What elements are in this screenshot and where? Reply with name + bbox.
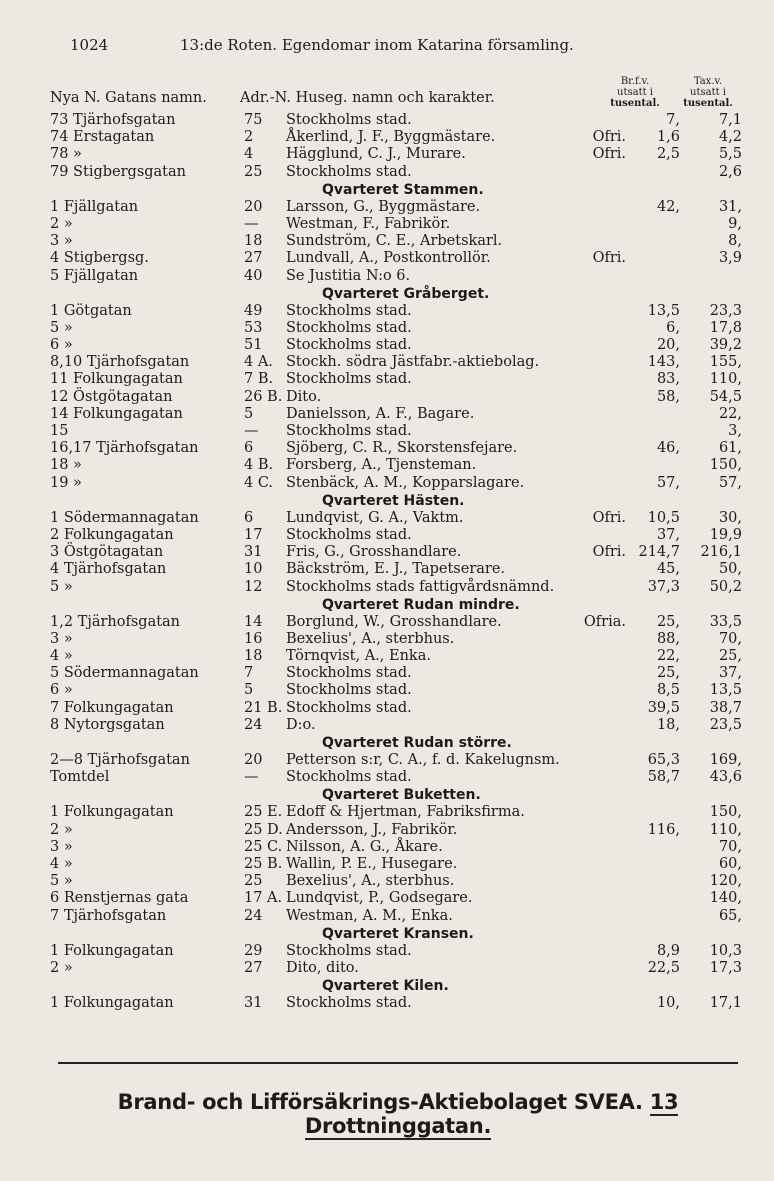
- block-heading-text: Qvarteret Kransen.: [322, 925, 474, 942]
- tax-value-cell: 38,7: [709, 699, 742, 716]
- address-cell: 2: [244, 129, 254, 146]
- owner-cell: Stenbäck, A. M., Kopparslagare.: [286, 474, 525, 491]
- brf-value-cell: 22,: [656, 648, 680, 665]
- owner-cell: Andersson, J., Fabrikör.: [286, 821, 458, 838]
- brf-value-cell: 88,: [656, 630, 680, 647]
- street-cell: 78 »: [50, 146, 82, 163]
- owner-cell: Forsberg, A., Tjensteman.: [286, 457, 477, 474]
- tax-value-cell: 17,3: [709, 959, 742, 976]
- address-cell: 20: [244, 752, 263, 768]
- street-cell: 1 Fjällgatan: [50, 198, 139, 215]
- owner-cell: D:o.: [286, 716, 316, 733]
- table-row: [0, 354, 774, 371]
- tax-value-cell: 50,2: [709, 578, 742, 595]
- table-row: [0, 371, 774, 388]
- street-cell: 14 Folkungagatan: [50, 405, 183, 422]
- brf-value-cell: 116,: [647, 821, 680, 838]
- table-row: [0, 995, 774, 1012]
- brf-value-cell: 6,: [666, 319, 680, 336]
- owner-cell: Bexelius', A., sterbhus.: [286, 873, 455, 890]
- owner-column-header: Adr.-N. Huseg. namn och karakter.: [240, 90, 495, 106]
- address-cell: 25 D.: [244, 821, 283, 838]
- owner-cell: Stockholms stad.: [286, 682, 412, 699]
- brf-value-cell: 214,7: [638, 544, 680, 561]
- table-row: [0, 665, 774, 682]
- owner-cell: Petterson s:r, C. A., f. d. Kakelugnsm.: [286, 752, 560, 768]
- street-cell: 2 Folkungagatan: [50, 526, 174, 543]
- table-row: [0, 561, 774, 578]
- brf-value-cell: 10,: [656, 995, 680, 1012]
- owner-cell: Stockholms stad.: [286, 665, 412, 682]
- address-cell: 5: [244, 682, 254, 699]
- tax-value-cell: 37,: [718, 665, 742, 682]
- address-cell: 25 B.: [244, 855, 283, 872]
- address-cell: 12: [244, 578, 263, 595]
- brf-header-line: utsatt i: [617, 87, 653, 98]
- brf-value-cell: 42,: [656, 198, 680, 215]
- tax-value-cell: 9,: [728, 215, 742, 232]
- owner-cell: Sundström, C. E., Arbetskarl.: [286, 233, 503, 250]
- table-row: [0, 631, 774, 648]
- table-row: [0, 908, 774, 925]
- table-row: [0, 457, 774, 474]
- owner-cell: Törnqvist, A., Enka.: [286, 648, 431, 665]
- brf-value-cell: 25,: [656, 613, 680, 630]
- tax-value-cell: 60,: [718, 855, 742, 872]
- tax-value-cell: 31,: [718, 198, 742, 215]
- owner-cell: Dito.: [286, 388, 322, 405]
- block-heading: [0, 181, 774, 199]
- ofri-cell: Ofri.: [592, 129, 626, 146]
- tax-value-cell: 33,5: [709, 613, 742, 630]
- address-cell: 10: [244, 561, 263, 578]
- tax-value-cell: 19,9: [709, 526, 742, 543]
- tax-value-cell: 140,: [709, 890, 742, 907]
- brf-value-cell: 22,5: [647, 959, 680, 976]
- table-row: [0, 146, 774, 163]
- block-heading-text: Qvarteret Buketten.: [322, 787, 481, 804]
- table-row: [0, 303, 774, 320]
- street-cell: 4 Stigbergsg.: [50, 250, 149, 267]
- brf-value-cell: 58,7: [647, 769, 680, 786]
- street-cell: 5 »: [50, 319, 73, 336]
- address-cell: 21 B.: [244, 699, 283, 716]
- brf-value-cell: 8,9: [656, 942, 680, 959]
- address-cell: 6: [244, 509, 254, 526]
- tax-value-cell: 2,6: [718, 163, 742, 180]
- street-cell: 8,10 Tjärhofsgatan: [50, 354, 190, 371]
- table-row: [0, 164, 774, 181]
- street-cell: 11 Folkungagatan: [50, 371, 183, 388]
- address-cell: 18: [244, 648, 263, 665]
- street-cell: Tomtdel: [50, 769, 110, 786]
- block-heading-text: Qvarteret Rudan mindre.: [322, 596, 520, 613]
- brf-value-cell: 8,5: [656, 682, 680, 699]
- address-cell: 53: [244, 319, 263, 336]
- tax-value-cell: 70,: [718, 630, 742, 647]
- tax-value-cell: 61,: [718, 440, 742, 457]
- tax-value-cell: 155,: [709, 354, 742, 371]
- table-row: [0, 769, 774, 786]
- ofri-cell: Ofri.: [592, 544, 626, 561]
- street-cell: 7 Folkungagatan: [50, 699, 174, 716]
- address-cell: 16: [244, 630, 263, 647]
- tax-value-cell: 5,5: [718, 146, 742, 163]
- street-cell: 2 »: [50, 215, 73, 232]
- street-cell: 12 Östgötagatan: [50, 388, 173, 405]
- street-cell: 1 Götgatan: [50, 302, 132, 319]
- tax-value-cell: 50,: [718, 561, 742, 578]
- table-row: [0, 129, 774, 146]
- street-cell: 5 Fjällgatan: [50, 267, 139, 284]
- brf-value-cell: 83,: [656, 371, 680, 388]
- owner-cell: Stockholms stad.: [286, 163, 412, 180]
- brf-value-cell: 10,5: [647, 509, 680, 526]
- tax-value-cell: 10,3: [709, 942, 742, 959]
- table-row: [0, 475, 774, 492]
- address-cell: 24: [244, 716, 263, 733]
- brf-value-cell: 1,6: [656, 129, 680, 146]
- street-cell: 73 Tjärhofsgatan: [50, 112, 176, 128]
- address-cell: 29: [244, 942, 263, 959]
- tax-value-cell: 22,: [718, 405, 742, 422]
- table-row: [0, 890, 774, 907]
- block-heading: [0, 734, 774, 752]
- address-cell: 25: [244, 163, 263, 180]
- owner-cell: Stockholms stad.: [286, 319, 412, 336]
- address-cell: 4 B.: [244, 457, 274, 474]
- table-row: [0, 544, 774, 561]
- table-row: [0, 440, 774, 457]
- tax-value-cell: 57,: [718, 474, 742, 491]
- tax-value-cell: 70,: [718, 838, 742, 855]
- tax-value-cell: 169,: [709, 752, 742, 768]
- tax-value-cell: 150,: [709, 804, 742, 821]
- property-register: [0, 112, 774, 1012]
- street-cell: 3 »: [50, 630, 73, 647]
- address-cell: 27: [244, 250, 263, 267]
- owner-cell: Stockholms stad.: [286, 112, 412, 128]
- owner-cell: Bexelius', A., sterbhus.: [286, 630, 455, 647]
- street-cell: 4 »: [50, 855, 73, 872]
- tax-value-cell: 30,: [718, 509, 742, 526]
- ofri-cell: Ofri.: [592, 509, 626, 526]
- street-cell: 6 »: [50, 337, 73, 354]
- table-row: [0, 856, 774, 873]
- page-title: 13:de Roten. Egendomar inom Katarina församling.: [180, 36, 574, 54]
- street-cell: 1,2 Tjärhofsgatan: [50, 613, 181, 630]
- table-row: [0, 700, 774, 717]
- tax-value-cell: 25,: [718, 648, 742, 665]
- owner-cell: Åkerlind, J. F., Byggmästare.: [286, 129, 496, 146]
- ofri-cell: Ofri.: [592, 250, 626, 267]
- block-heading: [0, 596, 774, 614]
- address-cell: 17: [244, 526, 263, 543]
- address-cell: 49: [244, 302, 263, 319]
- tax-value-cell: 110,: [709, 821, 742, 838]
- block-heading-text: Qvarteret Rudan större.: [322, 735, 512, 751]
- address-cell: 31: [244, 995, 263, 1012]
- owner-cell: Westman, F., Fabrikör.: [286, 215, 451, 232]
- owner-cell: Hägglund, C. J., Murare.: [286, 146, 466, 163]
- street-cell: 4 »: [50, 648, 73, 665]
- footer-divider: [58, 1062, 738, 1064]
- street-column-header: Nya N. Gatans namn.: [50, 90, 207, 106]
- street-cell: 7 Tjärhofsgatan: [50, 907, 167, 924]
- owner-cell: Fris, G., Grosshandlare.: [286, 544, 462, 561]
- brf-column-header: [605, 76, 665, 109]
- brf-value-cell: 57,: [656, 474, 680, 491]
- tax-value-cell: 23,3: [709, 302, 742, 319]
- tax-column-header: [672, 76, 744, 109]
- street-cell: 2—8 Tjärhofsgatan: [50, 752, 190, 768]
- brf-value-cell: 58,: [656, 388, 680, 405]
- advert-company: Brand- och Lifförsäkrings-Aktiebolaget SVEA.: [117, 1090, 643, 1114]
- brf-header-line: tusental.: [610, 98, 660, 109]
- tax-value-cell: 54,5: [709, 388, 742, 405]
- table-row: [0, 579, 774, 596]
- street-cell: 16,17 Tjärhofsgatan: [50, 440, 199, 457]
- street-cell: 1 Södermannagatan: [50, 509, 199, 526]
- block-heading: [0, 492, 774, 510]
- block-heading-text: Qvarteret Gråberget.: [322, 285, 490, 302]
- table-row: [0, 320, 774, 337]
- address-cell: 40: [244, 267, 263, 284]
- address-cell: 20: [244, 198, 263, 215]
- street-cell: 19 »: [50, 474, 82, 491]
- table-row: [0, 250, 774, 267]
- owner-cell: Edoff & Hjertman, Fabriksfirma.: [286, 804, 525, 821]
- address-cell: 6: [244, 440, 254, 457]
- street-cell: 5 Södermannagatan: [50, 665, 199, 682]
- owner-cell: Lundqvist, G. A., Vaktm.: [286, 509, 464, 526]
- table-row: [0, 614, 774, 631]
- brf-value-cell: 18,: [656, 716, 680, 733]
- advert-footer: [58, 1090, 738, 1138]
- table-row: [0, 752, 774, 769]
- ofri-cell: Ofri.: [592, 146, 626, 163]
- tax-header-line: Tax.v.: [693, 76, 723, 87]
- owner-cell: Stockholms stad.: [286, 942, 412, 959]
- owner-cell: Bäckström, E. J., Tapetserare.: [286, 561, 506, 578]
- address-cell: 4: [244, 146, 254, 163]
- brf-value-cell: 13,5: [647, 302, 680, 319]
- address-cell: 75: [244, 112, 263, 128]
- table-row: [0, 648, 774, 665]
- table-row: [0, 268, 774, 285]
- tax-value-cell: 7,1: [718, 112, 742, 128]
- tax-value-cell: 39,2: [709, 337, 742, 354]
- tax-value-cell: 13,5: [709, 682, 742, 699]
- street-cell: 4 Tjärhofsgatan: [50, 561, 167, 578]
- table-row: [0, 682, 774, 699]
- tax-header-line: utsatt i: [690, 87, 726, 98]
- address-cell: 17 A.: [244, 890, 283, 907]
- tax-value-cell: 120,: [709, 873, 742, 890]
- owner-cell: Sjöberg, C. R., Skorstensfejare.: [286, 440, 518, 457]
- table-row: [0, 960, 774, 977]
- street-cell: 1 Folkungagatan: [50, 804, 174, 821]
- block-heading-text: Qvarteret Stammen.: [322, 181, 484, 198]
- tax-value-cell: 17,8: [709, 319, 742, 336]
- street-cell: 1 Folkungagatan: [50, 995, 174, 1012]
- table-row: [0, 839, 774, 856]
- street-cell: 79 Stigbergsgatan: [50, 163, 186, 180]
- street-cell: 6 Renstjernas gata: [50, 890, 189, 907]
- tax-value-cell: 3,: [728, 423, 742, 439]
- address-cell: 4 A.: [244, 354, 273, 371]
- street-cell: 2 »: [50, 821, 73, 838]
- street-cell: 5 »: [50, 578, 73, 595]
- tax-value-cell: 150,: [709, 457, 742, 474]
- column-headers: [0, 76, 774, 112]
- owner-cell: Nilsson, A. G., Åkare.: [286, 838, 443, 855]
- address-cell: 26 B.: [244, 388, 283, 405]
- block-heading: [0, 786, 774, 804]
- tax-value-cell: 3,9: [718, 250, 742, 267]
- table-row: [0, 406, 774, 423]
- owner-cell: Stockholms stad.: [286, 769, 412, 786]
- street-cell: 5 »: [50, 873, 73, 890]
- address-cell: 7: [244, 665, 254, 682]
- tax-value-cell: 43,6: [709, 769, 742, 786]
- tax-value-cell: 17,1: [709, 995, 742, 1012]
- brf-value-cell: 45,: [656, 561, 680, 578]
- owner-cell: Lundvall, A., Postkontrollör.: [286, 250, 491, 267]
- owner-cell: Stockholms stad.: [286, 337, 412, 354]
- brf-header-line: Br.f.v.: [620, 76, 650, 87]
- address-cell: 25 E.: [244, 804, 283, 821]
- page-number: 1024: [70, 36, 109, 54]
- owner-cell: Stockholms stad.: [286, 995, 412, 1012]
- street-cell: 18 »: [50, 457, 82, 474]
- ofri-cell: Ofria.: [583, 613, 626, 630]
- address-cell: 51: [244, 337, 263, 354]
- address-cell: —: [244, 769, 259, 786]
- street-cell: 74 Erstagatan: [50, 129, 155, 146]
- table-row: [0, 199, 774, 216]
- table-row: [0, 423, 774, 440]
- address-cell: —: [244, 423, 259, 439]
- street-cell: 6 »: [50, 682, 73, 699]
- table-row: [0, 822, 774, 839]
- address-cell: 18: [244, 233, 263, 250]
- street-cell: 1 Folkungagatan: [50, 942, 174, 959]
- brf-value-cell: 25,: [656, 665, 680, 682]
- street-cell: 2 »: [50, 959, 73, 976]
- owner-cell: Stockholms stad.: [286, 699, 412, 716]
- block-heading: [0, 977, 774, 995]
- address-cell: —: [244, 215, 259, 232]
- table-row: [0, 804, 774, 821]
- table-row: [0, 112, 774, 129]
- address-cell: 24: [244, 907, 263, 924]
- owner-cell: Stockholms stads fattigvårdsnämnd.: [286, 578, 555, 595]
- table-row: [0, 510, 774, 527]
- tax-value-cell: 216,1: [700, 544, 742, 561]
- table-row: [0, 873, 774, 890]
- tax-value-cell: 65,: [718, 907, 742, 924]
- block-heading: [0, 925, 774, 943]
- owner-cell: Borglund, W., Grosshandlare.: [286, 613, 502, 630]
- address-cell: 25: [244, 873, 263, 890]
- brf-value-cell: 37,3: [647, 578, 680, 595]
- owner-cell: Stockh. södra Jästfabr.-aktiebolag.: [286, 354, 540, 371]
- table-row: [0, 527, 774, 544]
- brf-value-cell: 65,3: [647, 752, 680, 768]
- address-cell: 5: [244, 405, 254, 422]
- brf-value-cell: 143,: [647, 354, 680, 371]
- tax-value-cell: 23,5: [709, 716, 742, 733]
- table-row: [0, 717, 774, 734]
- address-cell: 4 C.: [244, 474, 274, 491]
- owner-cell: Stockholms stad.: [286, 423, 412, 439]
- block-heading: [0, 285, 774, 303]
- table-row: [0, 216, 774, 233]
- brf-value-cell: 37,: [656, 526, 680, 543]
- owner-cell: Stockholms stad.: [286, 526, 412, 543]
- table-row: [0, 337, 774, 354]
- address-cell: 14: [244, 613, 263, 630]
- street-cell: 3 »: [50, 233, 73, 250]
- tax-value-cell: 8,: [728, 233, 742, 250]
- street-cell: 3 Östgötagatan: [50, 544, 164, 561]
- page-header: [70, 36, 750, 56]
- street-cell: 8 Nytorgsgatan: [50, 716, 165, 733]
- address-cell: 31: [244, 544, 263, 561]
- owner-cell: Se Justitia N:o 6.: [286, 267, 411, 284]
- brf-value-cell: 39,5: [647, 699, 680, 716]
- owner-cell: Lundqvist, P., Godsegare.: [286, 890, 473, 907]
- table-row: [0, 233, 774, 250]
- brf-value-cell: 20,: [656, 337, 680, 354]
- table-row: [0, 943, 774, 960]
- block-heading-text: Qvarteret Kilen.: [322, 978, 449, 995]
- owner-cell: Danielsson, A. F., Bagare.: [286, 405, 475, 422]
- owner-cell: Stockholms stad.: [286, 371, 412, 388]
- brf-value-cell: 46,: [656, 440, 680, 457]
- street-cell: 15: [50, 423, 69, 439]
- brf-value-cell: 7,: [666, 112, 680, 128]
- brf-value-cell: 2,5: [656, 146, 680, 163]
- address-cell: 25 C.: [244, 838, 283, 855]
- block-heading-text: Qvarteret Hästen.: [322, 492, 465, 509]
- owner-cell: Stockholms stad.: [286, 302, 412, 319]
- owner-cell: Wallin, P. E., Husegare.: [286, 855, 458, 872]
- table-row: [0, 389, 774, 406]
- address-cell: 27: [244, 959, 263, 976]
- tax-header-line: tusental.: [683, 98, 733, 109]
- owner-cell: Westman, A. M., Enka.: [286, 907, 453, 924]
- owner-cell: Larsson, G., Byggmästare.: [286, 198, 481, 215]
- street-cell: 3 »: [50, 838, 73, 855]
- tax-value-cell: 110,: [709, 371, 742, 388]
- address-cell: 7 B.: [244, 371, 274, 388]
- owner-cell: Dito, dito.: [286, 959, 359, 976]
- advert-address: 13 Drottninggatan.: [304, 1090, 679, 1138]
- tax-value-cell: 4,2: [718, 129, 742, 146]
